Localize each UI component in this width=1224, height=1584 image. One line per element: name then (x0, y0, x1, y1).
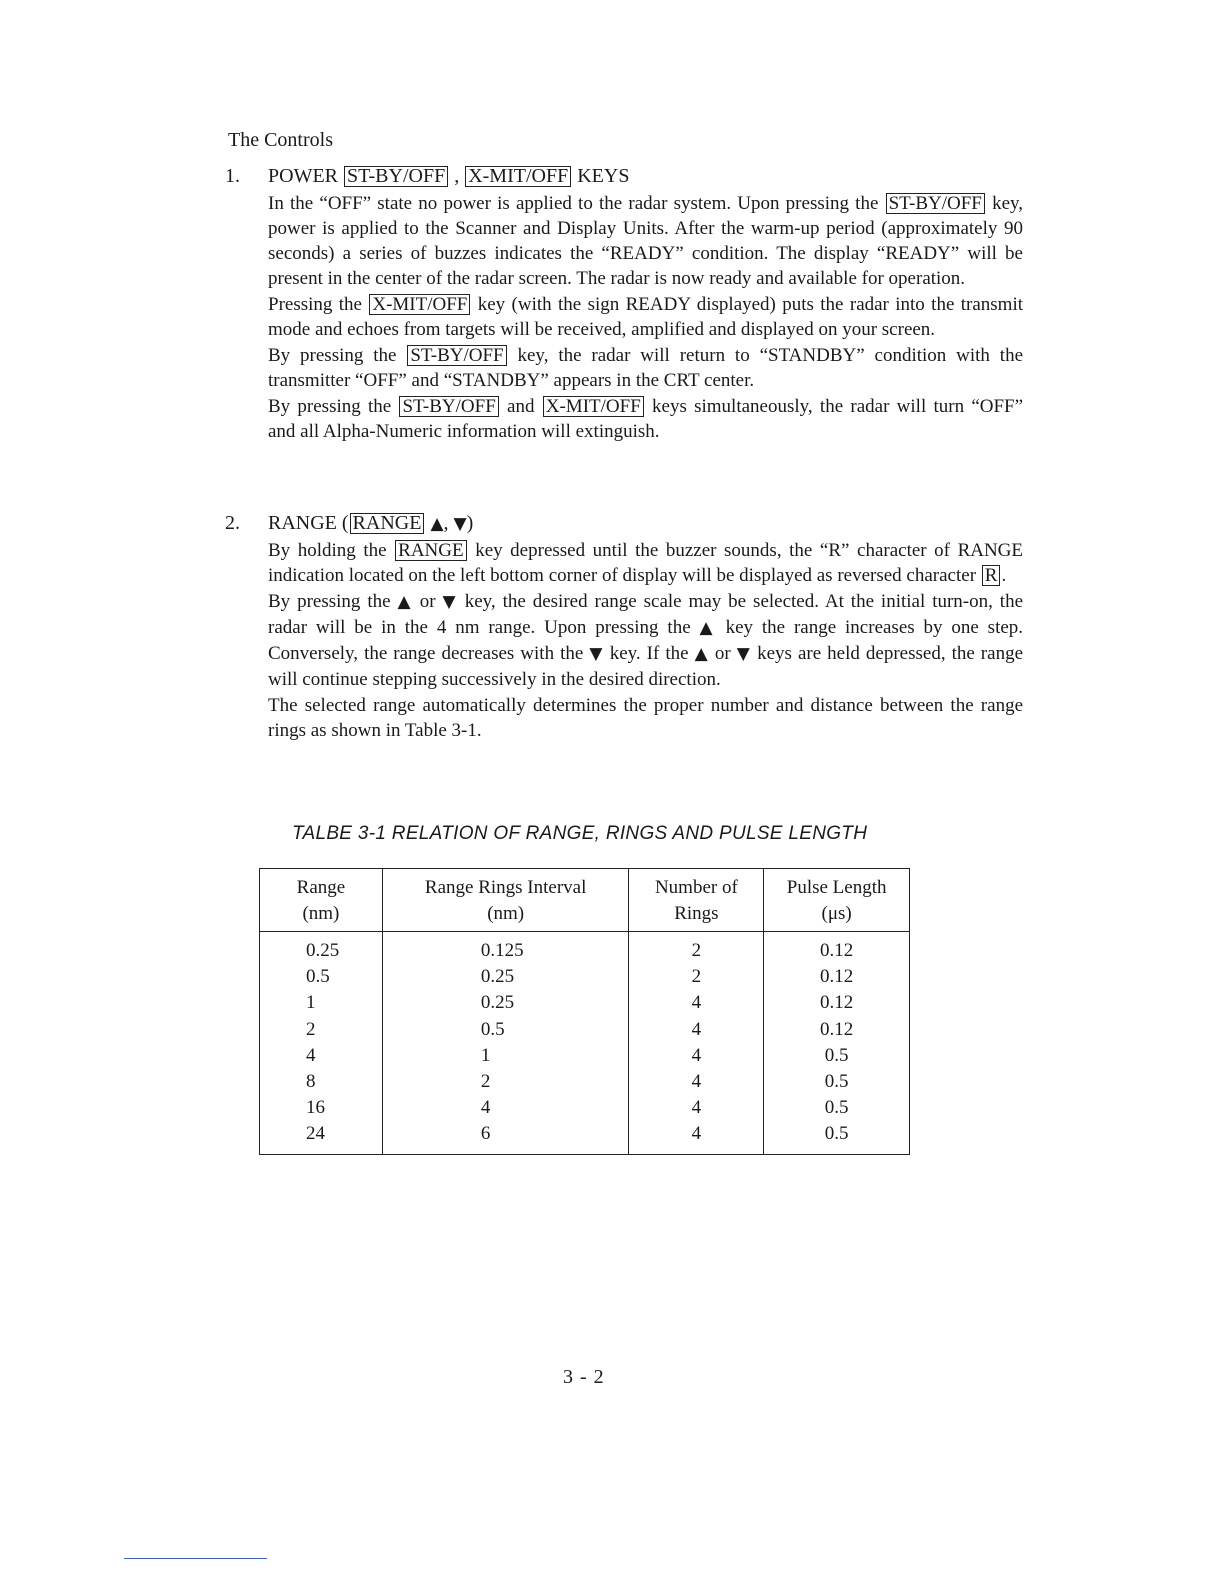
paragraph (268, 191, 1023, 291)
item-title (268, 512, 473, 535)
paragraph: The selected range automatically determines the proper number and distance between the range rings as shown in Table 3-1. (268, 695, 1023, 741)
table-cell: 2 (260, 1017, 383, 1043)
paragraph (268, 343, 1023, 393)
text: or (714, 643, 731, 664)
down-triangle-icon: ▼ (442, 592, 458, 612)
table-row (260, 1017, 910, 1043)
table-cell: 16 (260, 1095, 383, 1121)
page-number: 3 - 2 (563, 1366, 605, 1388)
table-cell: 4 (260, 1043, 383, 1069)
table-cell: 0.5 (764, 1043, 910, 1069)
text: keys are held depressed, the range will continue stepping successively in the desired direction. (268, 643, 1024, 690)
range-rings-pulse-table (259, 868, 910, 1155)
standby-key-label: ST-BY/OFF (344, 166, 448, 187)
down-triangle-icon: ▼ (453, 514, 467, 534)
up-triangle-icon: ▲ (397, 592, 413, 612)
header-rings-interval: Range Rings Interval (nm) (382, 869, 629, 932)
text: By pressing the (268, 591, 391, 612)
item-number: 1. (225, 165, 240, 187)
table-header-row (260, 869, 910, 932)
text: or (419, 591, 436, 612)
item-body (268, 191, 1023, 445)
table-cell: 4 (629, 1095, 764, 1121)
table-row (260, 1095, 910, 1121)
text: By holding the (268, 540, 387, 561)
down-triangle-icon: ▼ (736, 644, 752, 664)
table-cell: 1 (260, 990, 383, 1016)
title-power: POWER (268, 165, 338, 187)
text: keys simultaneously, the radar will turn “OFF” and all Alpha-Numeric information will extinguish. (268, 396, 1024, 442)
header-number-of-rings: Number of Rings (629, 869, 764, 932)
table-cell: 4 (629, 990, 764, 1016)
table-cell: 0.5 (764, 1069, 910, 1095)
table-cell: 0.12 (764, 990, 910, 1016)
table-row (260, 1069, 910, 1095)
table-cell: 0.25 (382, 990, 629, 1016)
table-cell: 0.12 (764, 1017, 910, 1043)
text: and (507, 396, 535, 417)
title-sep: , (443, 512, 449, 534)
table-cell: 0.25 (260, 932, 383, 965)
table-title: TALBE 3-1 RELATION OF RANGE, RINGS AND PULSE LENGTH (292, 823, 868, 844)
table-row (260, 1121, 910, 1154)
table-row (260, 990, 910, 1016)
table-row (260, 1043, 910, 1069)
text: key, power is applied to the Scanner and Display Units. After the warm-up period (approximately 90 seconds) a series of buzzes indicates the “READY” condition. The display “READY” will be present in the center of the radar screen. The radar is now ready and available for operation. (268, 193, 1024, 289)
table-cell: 4 (382, 1095, 629, 1121)
footer-rule (124, 1558, 267, 1559)
table-cell: 2 (629, 932, 764, 965)
xmit-key-label: X-MIT/OFF (543, 396, 644, 417)
range-key-label: RANGE (350, 513, 425, 534)
table-cell: 2 (629, 964, 764, 990)
paragraph (268, 589, 1023, 692)
table-row (260, 932, 910, 965)
paragraph (268, 292, 1023, 342)
table-cell: 1 (382, 1043, 629, 1069)
up-triangle-icon: ▲ (699, 618, 717, 638)
text: In the “OFF” state no power is applied to the radar system. Upon pressing the (268, 193, 879, 214)
text: By pressing the (268, 345, 397, 366)
text: key depressed until the buzzer sounds, the “R” character of RANGE indication located on the left bottom corner of display will be displayed as reversed character (268, 540, 1024, 586)
header-range: Range (nm) (260, 869, 383, 932)
up-triangle-icon: ▲ (430, 514, 444, 534)
table-cell: 0.5 (764, 1095, 910, 1121)
standby-key-label: ST-BY/OFF (399, 396, 498, 417)
range-key-label: RANGE (395, 540, 466, 561)
title-keys: KEYS (577, 165, 630, 187)
title-close: ) (466, 512, 474, 534)
up-triangle-icon: ▲ (694, 644, 709, 664)
table-cell: 24 (260, 1121, 383, 1154)
text: key, the radar will return to “STANDBY” condition with the transmitter “OFF” and “STANDBY” appears in the CRT center. (268, 345, 1024, 391)
title-range: RANGE ( (268, 512, 349, 534)
table-row (260, 964, 910, 990)
table-cell: 4 (629, 1017, 764, 1043)
table-cell: 0.5 (764, 1121, 910, 1154)
table-cell: 0.125 (382, 932, 629, 965)
table-cell: 0.5 (382, 1017, 629, 1043)
standby-key-label: ST-BY/OFF (407, 345, 506, 366)
table-body (260, 932, 910, 1155)
header-pulse-length: Pulse Length (μs) (764, 869, 910, 932)
table-cell: 8 (260, 1069, 383, 1095)
standby-key-label: ST-BY/OFF (886, 193, 985, 214)
table-cell: 6 (382, 1121, 629, 1154)
table-cell: 0.25 (382, 964, 629, 990)
item-title (268, 165, 629, 188)
table-cell: 4 (629, 1043, 764, 1069)
xmit-key-label: X-MIT/OFF (465, 166, 571, 187)
text: By pressing the (268, 396, 392, 417)
table-cell: 0.5 (260, 964, 383, 990)
down-triangle-icon: ▼ (589, 644, 604, 664)
xmit-key-label: X-MIT/OFF (369, 294, 470, 315)
table-cell: 2 (382, 1069, 629, 1095)
text: Pressing the (268, 294, 362, 315)
paragraph (268, 394, 1023, 444)
table-cell: 0.12 (764, 964, 910, 990)
title-comma: , (454, 165, 460, 187)
table-cell: 4 (629, 1069, 764, 1095)
item-body (268, 538, 1023, 744)
paragraph (268, 538, 1023, 588)
reversed-r-label: R (982, 565, 1001, 586)
table-cell: 4 (629, 1121, 764, 1154)
text: key, the desired range scale may be selected. At the initial turn-on, the radar will be in the 4 nm range. Upon pressing the (268, 591, 1024, 638)
text: key (with the sign READY displayed) puts the radar into the transmit mode and echoes from targets will be received, amplified and displayed on your screen. (268, 294, 1024, 340)
table-cell: 0.12 (764, 932, 910, 965)
item-number: 2. (225, 512, 240, 534)
text: . (1001, 565, 1007, 586)
section-heading: The Controls (228, 129, 333, 151)
text: key the range increases by one step. Conversely, the range decreases with the (268, 617, 1024, 664)
text: key. If the (609, 643, 689, 664)
